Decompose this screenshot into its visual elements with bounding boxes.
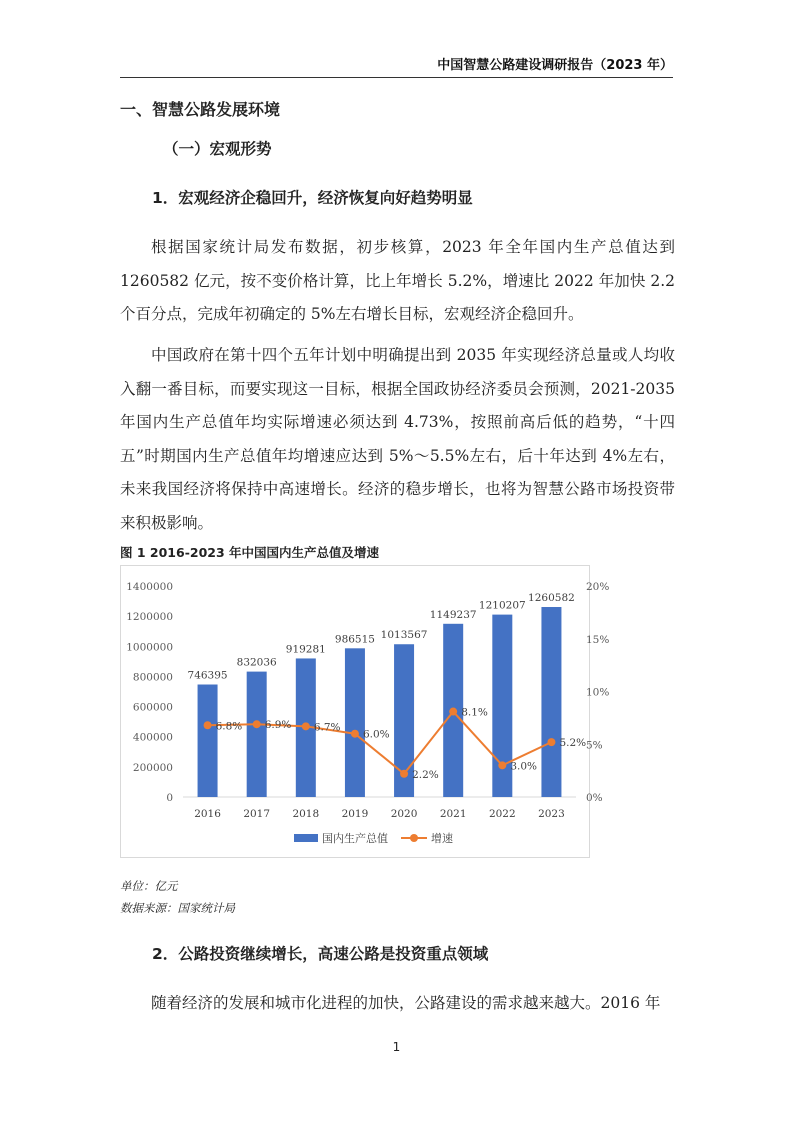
gdp-bar-label: 919281 [285,643,326,656]
gdp-bar-label: 1260582 [528,592,575,605]
y2-tick-label: 15% [586,633,610,646]
y2-tick-label: 20% [586,581,610,593]
legend-line-label: 增速 [431,832,453,845]
x-tick-label: 2018 [292,808,320,820]
x-tick-label: 2016 [194,808,221,820]
gdp-bar-label: 746395 [187,669,228,682]
growth-label: 5.2% [559,737,587,750]
x-tick-label: 2022 [488,808,516,820]
topic-heading-2: 2．公路投资继续增长，高速公路是投资重点领域 [152,945,489,963]
gdp-bar [198,685,218,797]
y2-tick-label: 0% [586,792,603,804]
y2-tick-label: 5% [586,739,603,752]
growth-point [204,721,212,729]
y-tick-label: 1400000 [126,581,173,593]
source-note: 数据来源：国家统计局 [120,901,235,915]
gdp-bar-label: 1013567 [380,629,428,642]
growth-label: 6.8% [215,720,243,733]
growth-point [400,770,408,778]
growth-label: 2.2% [412,768,439,781]
gdp-chart-svg [121,566,610,857]
paragraph-outlook: 中国政府在第十四个五年计划中明确提出到 2035 年实现经济总量或人均收入翻一番目标，而要实现这一目标，根据全国政协经济委员会预测，2021-2035 年国内生产总值年均实际增速必须达到 4.73%，按照前高后低的趋势，“十四五”时期国内生产总值年均增速应达到 5%～5.5%左右，后十年达到 4%左右，未来我国经济将保持中高速增长。经济的稳步增长，也将为智慧公路市场投资带来积极影响。 [120,346,675,532]
unit-note: 单位：亿元 [120,879,178,893]
y-tick-label: 1000000 [126,641,173,654]
figure-caption: 图 1 2016-2023 年中国国内生产总值及增速 [120,545,380,560]
growth-point [351,730,359,738]
x-tick-label: 2017 [243,808,271,820]
y-tick-label: 1200000 [126,611,173,624]
legend-bar-label: 国内生产总值 [322,832,388,845]
header-rule [120,77,673,78]
y-tick-label: 800000 [132,671,173,684]
y-tick-label: 400000 [132,731,173,744]
growth-label: 6.9% [264,719,292,732]
y-tick-label: 0 [166,792,173,804]
legend-line-marker [410,834,418,842]
subsection-heading: （一）宏观形势 [163,140,272,158]
growth-label: 6.7% [313,721,341,734]
gdp-chart [120,565,610,858]
gdp-bar [345,648,365,797]
y2-tick-label: 10% [586,686,610,699]
x-tick-label: 2021 [439,808,467,820]
section-heading: 一、智慧公路发展环境 [120,100,281,119]
gdp-bar [492,615,512,797]
growth-label: 3.0% [510,760,537,773]
gdp-bar-label: 1210207 [478,599,526,612]
x-tick-label: 2019 [341,808,369,820]
growth-point [547,738,555,746]
y-tick-label: 200000 [132,761,173,774]
x-tick-label: 2023 [538,808,565,820]
paragraph-highway: 随着经济的发展和城市化进程的加快，公路建设的需求越来越大。2016 年 [151,994,661,1012]
gdp-bar [541,607,561,797]
y-tick-label: 600000 [132,701,173,714]
x-tick-label: 2020 [390,808,418,820]
paragraph-gdp: 根据国家统计局发布数据，初步核算，2023 年全年国内生产总值达到 1260582 亿元，按不变价格计算，比上年增长 5.2%，增速比 2022 年加快 2.2 个百分点，完成年初确定的 5%左右增长目标，宏观经济企稳回升。 [120,238,675,323]
gdp-bar-label: 986515 [334,633,375,646]
growth-point [498,761,506,769]
page-number: 1 [392,1040,401,1054]
running-header: 中国智慧公路建设调研报告（2023 年） [437,58,673,73]
growth-label: 8.1% [461,706,488,719]
legend-bar-swatch [294,834,318,842]
gdp-bar-label: 832036 [236,656,277,669]
gdp-bar-label: 1149237 [429,608,477,621]
growth-point [302,722,310,730]
growth-point [253,720,261,728]
topic-heading-1: 1．宏观经济企稳回升，经济恢复向好趋势明显 [152,189,473,207]
growth-point [449,708,457,716]
gdp-bar [247,672,267,797]
growth-label: 6.0% [362,728,390,741]
